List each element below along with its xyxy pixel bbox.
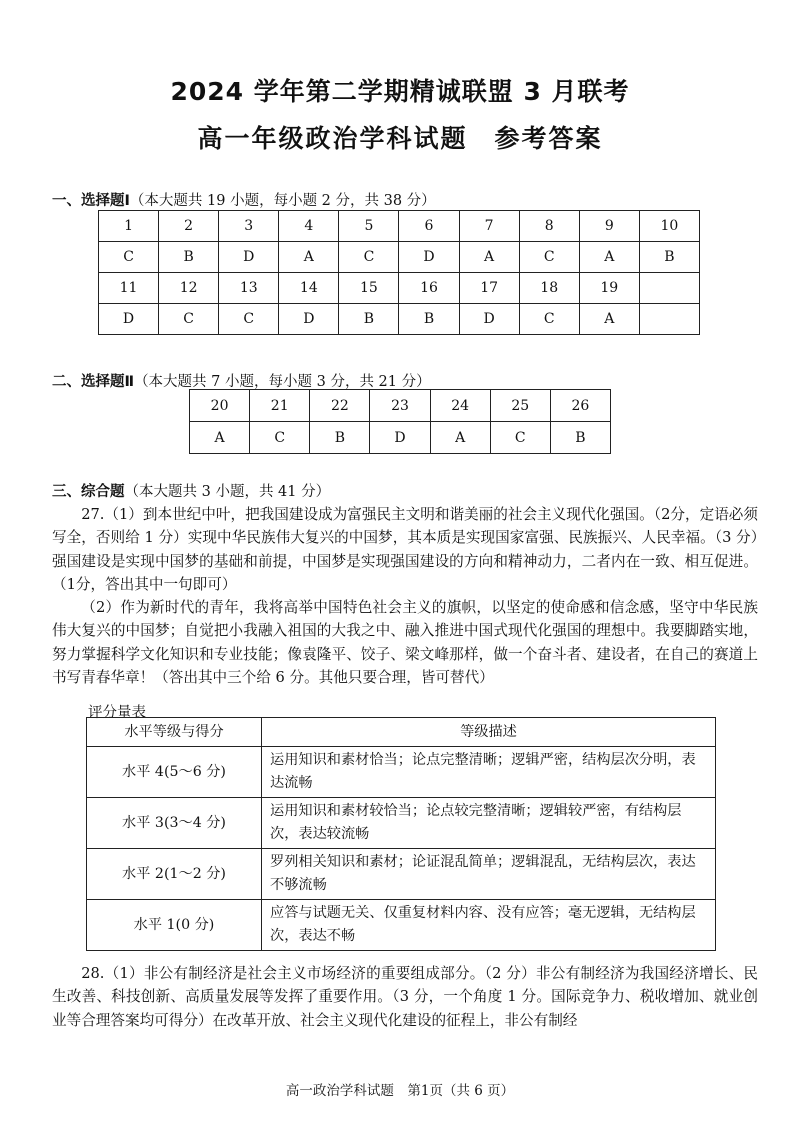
q27-answer <box>52 503 758 689</box>
answer-cell: A <box>430 422 490 454</box>
answer-cell: C <box>250 422 310 454</box>
section1-note: （本大题共 19 小题，每小题 2 分，共 38 分） <box>129 193 436 209</box>
answer-cell: B <box>339 304 399 335</box>
question-number-cell: 12 <box>159 273 219 304</box>
rubric-col-level: 水平等级与得分 <box>87 718 262 747</box>
answer-cell: C <box>519 304 579 335</box>
question-number-cell: 5 <box>339 211 399 242</box>
question-number-cell: 26 <box>550 390 610 422</box>
rubric-description: 运用知识和素材较恰当；论点较完整清晰；逻辑较严密，有结构层次，表达较流畅 <box>262 798 716 849</box>
answer-cell: B <box>159 242 219 273</box>
page-subtitle: 高一年级政治学科试题 参考答案 <box>197 124 603 153</box>
answer-cell: C <box>99 242 159 273</box>
answer-cell: D <box>399 242 459 273</box>
answer-cell: C <box>339 242 399 273</box>
answer-cell: A <box>190 422 250 454</box>
page-title: 2024 学年第二学期精诚联盟 3 月联考 <box>170 77 630 106</box>
answer-cell: C <box>219 304 279 335</box>
section3-heading <box>52 480 330 501</box>
question-number-cell: 21 <box>250 390 310 422</box>
question-number-cell: 4 <box>279 211 339 242</box>
rubric-description: 运用知识和素材恰当；论点完整清晰；逻辑严密，结构层次分明，表达流畅 <box>262 747 716 798</box>
answer-cell: A <box>579 304 639 335</box>
answer-cell: D <box>459 304 519 335</box>
answer-cell: D <box>370 422 430 454</box>
answer-cell: D <box>219 242 279 273</box>
answer-cell: B <box>639 242 699 273</box>
question-number-cell: 25 <box>490 390 550 422</box>
answer-cell: D <box>279 304 339 335</box>
answer-row <box>99 242 700 273</box>
rubric-level: 水平 1(0 分) <box>87 900 262 951</box>
section1-answer-table <box>98 210 700 335</box>
question-number-cell: 17 <box>459 273 519 304</box>
rubric-description: 应答与试题无关、仅重复材料内容、没有应答；毫无逻辑，无结构层次，表达不畅 <box>262 900 716 951</box>
rubric-description: 罗列相关知识和素材；论证混乱简单；逻辑混乱，无结构层次，表达不够流畅 <box>262 849 716 900</box>
answer-row <box>190 390 611 422</box>
answer-cell: A <box>459 242 519 273</box>
answer-cell: A <box>579 242 639 273</box>
question-number-cell: 1 <box>99 211 159 242</box>
answer-cell: D <box>99 304 159 335</box>
rubric-level: 水平 3(3～4 分) <box>87 798 262 849</box>
question-number-cell: 6 <box>399 211 459 242</box>
question-number-cell: 7 <box>459 211 519 242</box>
question-number-cell: 8 <box>519 211 579 242</box>
answer-row <box>99 304 700 335</box>
question-number-cell: 3 <box>219 211 279 242</box>
answer-cell: C <box>159 304 219 335</box>
question-number-cell: 23 <box>370 390 430 422</box>
question-number-cell: 14 <box>279 273 339 304</box>
section3-title: 三、综合题 <box>52 484 125 500</box>
answer-row <box>190 422 611 454</box>
section2-heading <box>52 370 431 391</box>
rubric-row <box>87 900 716 951</box>
answer-cell: B <box>550 422 610 454</box>
rubric-row <box>87 849 716 900</box>
answer-cell: C <box>519 242 579 273</box>
q28-answer <box>52 962 758 1032</box>
question-number-cell: 20 <box>190 390 250 422</box>
question-number-cell: 22 <box>310 390 370 422</box>
rubric-row <box>87 747 716 798</box>
rubric-row <box>87 798 716 849</box>
question-number-cell: 10 <box>639 211 699 242</box>
answer-row <box>99 273 700 304</box>
section2-answer-table <box>189 389 611 454</box>
answer-cell: B <box>399 304 459 335</box>
answer-cell: C <box>490 422 550 454</box>
question-number-cell: 2 <box>159 211 219 242</box>
section2-title: 二、选择题Ⅱ <box>52 374 135 390</box>
section2-note: （本大题共 7 小题，每小题 3 分，共 21 分） <box>134 374 431 390</box>
section3-note: （本大题共 3 小题，共 41 分） <box>124 484 331 500</box>
question-number-cell: 16 <box>399 273 459 304</box>
question-number-cell: 18 <box>519 273 579 304</box>
question-number-cell: 24 <box>430 390 490 422</box>
rubric-level: 水平 4(5～6 分) <box>87 747 262 798</box>
answer-cell <box>639 304 699 335</box>
rubric-header-row <box>87 718 716 747</box>
answer-cell: A <box>279 242 339 273</box>
question-number-cell: 13 <box>219 273 279 304</box>
question-number-cell: 11 <box>99 273 159 304</box>
section1-title: 一、选择题Ⅰ <box>52 193 130 209</box>
page-footer: 高一政治学科试题 第1页（共 6 页） <box>285 1083 515 1099</box>
answer-cell: B <box>310 422 370 454</box>
rubric-col-description: 等级描述 <box>262 718 716 747</box>
question-number-cell: 19 <box>579 273 639 304</box>
q27-part2: （2）作为新时代的青年，我将高举中国特色社会主义的旗帜，以坚定的使命感和信念感，坚守中华民族伟大复兴的中国梦；自觉把小我融入祖国的大我之中、融入推进中国式现代化强国的理想中。我要脚踏实地，努力掌握科学文化知识和专业技能；像袁隆平、饺子、梁文峰那样，做一个奋斗者、建设者，在自己的赛道上书写青春华章！（答出其中三个给 6 分。其他只要合理，皆可替代） <box>52 599 758 687</box>
question-number-cell: 15 <box>339 273 399 304</box>
rubric-label: 评分量表 <box>88 705 146 721</box>
rubric-level: 水平 2(1～2 分) <box>87 849 262 900</box>
question-number-cell <box>639 273 699 304</box>
section1-heading <box>52 189 436 210</box>
q27-part1: 27.（1）到本世纪中叶，把我国建设成为富强民主文明和谐美丽的社会主义现代化强国。（2分，定语必须写全，否则给 1 分）实现中华民族伟大复兴的中国梦，其本质是实现国家富强、民族振兴、人民幸福。（3 分）强国建设是实现中国梦的基础和前提，中国梦是实现强国建设的方向和精神动力，二者内在一致、相互促进。（1分，答出其中一句即可） <box>52 506 758 593</box>
q28-part1: 28.（1）非公有制经济是社会主义市场经济的重要组成部分。（2 分）非公有制经济为我国经济增长、民生改善、科技创新、高质量发展等发挥了重要作用。（3 分，一个角度 1 分。国际竞争力、税收增加、就业创业等合理答案均可得分）在改革开放、社会主义现代化建设的征程上，非公有制经 <box>52 965 758 1029</box>
question-number-cell: 9 <box>579 211 639 242</box>
answer-row <box>99 211 700 242</box>
rubric-table <box>86 717 716 951</box>
